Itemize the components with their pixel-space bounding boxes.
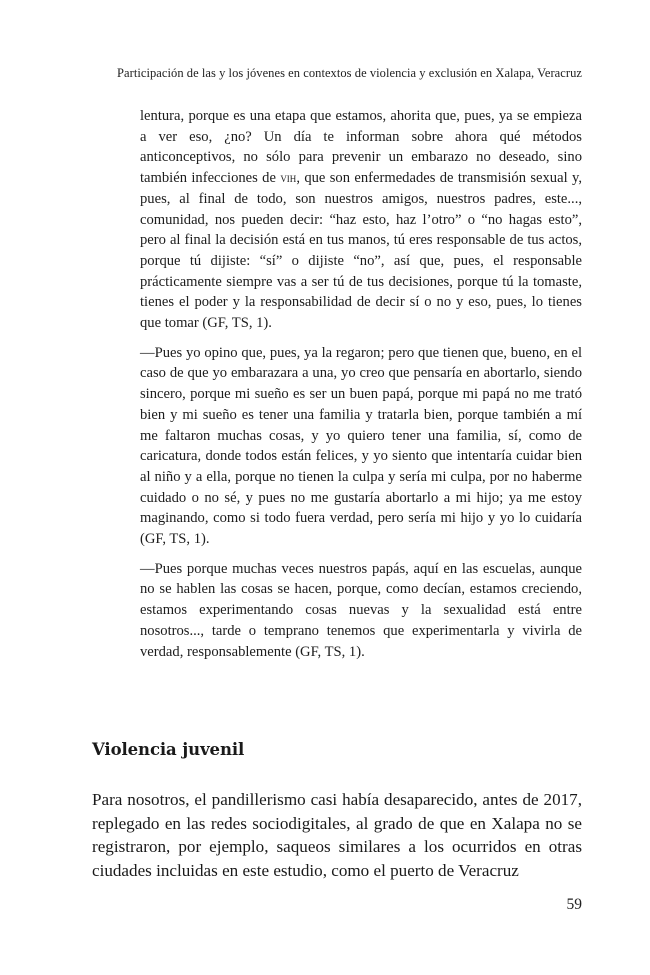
page-number: 59 [566,896,582,913]
body-paragraph: Para nosotros, el pandillerismo casi había desaparecido, antes de 2017, replegado en las redes sociodigitales, al grado de que en Xalapa no se registraron, por ejemplo, saqueos similares a los ocurridos en otras ciudades incluidas en este estudio, como el puerto de Veracruz [92,790,582,880]
acronym-vih: vih [280,170,297,186]
quote-paragraph-2: —Pues yo opino que, pues, ya la regaron; pero que tienen que, bueno, en el caso de que yo embarazara a una, yo creo que pensaría en abortarlo, siendo sincero, porque mi sueño es ser un buen papá, porque mi papá no me trató bien y mi sueño es tener una familia y tratarla bien, porque también a mí me faltaron muchas cosas, y yo quiero tener una familia, sí, como de caricatura, donde todos están felices, y yo siento que intentaría cuidar bien al niño y a ella, porque no tienen la culpa y sería mi culpa, por no haberme cuidado o no sé, y pues no me gustaría abortarlo a mi hijo; ya me estoy maginando, como si todo fuera verdad, pero sería mi hijo y yo lo cuidaría (GF, TS, 1). [140,344,582,548]
quote-1-text-after: , que son enfermedades de transmisión sexual y, pues, al final de todo, son nuestros amigos, nuestros padres, este..., comunidad, nos pueden decir: “haz esto, haz l’otro” o “no hagas esto”, pero al final la decisión está en tus manos, tú eres responsable de tus actos, porque tú dijiste: “sí” o dijiste “no”, así que, pues, el responsable prácticamente siempre vas a ser tú de tus decisiones, porque tú la tomaste, tienes el poder y la responsabilidad de decir sí o no y eso, pues, lo tienes que tomar (GF, TS, 1). [140,170,582,332]
running-header: Participación de las y los jóvenes en contextos de violencia y exclusión en Xalapa, Veracruz [117,66,582,80]
quote-paragraph-1 [140,106,582,334]
quote-1-text-before: lentura, porque es una etapa que estamos, ahorita que, pues, ya se empieza a ver eso, ¿no? Un día te informan sobre ahora qué métodos anticonceptivos, no sólo para prevenir un embarazo no deseado, sino también infecciones de [140,108,582,187]
quote-paragraph-3: —Pues porque muchas veces nuestros papás, aquí en las escuelas, aunque no se hablen las cosas se hacen, porque, como decían, estamos creciendo, estamos experimentando cosas nuevas y la sexualidad está entre nosotros..., tarde o temprano tenemos que experimentarla y vivirla de verdad, responsablemente (GF, TS, 1). [140,560,582,660]
section-heading: Violencia juvenil [92,740,245,759]
quote-block [140,106,582,662]
